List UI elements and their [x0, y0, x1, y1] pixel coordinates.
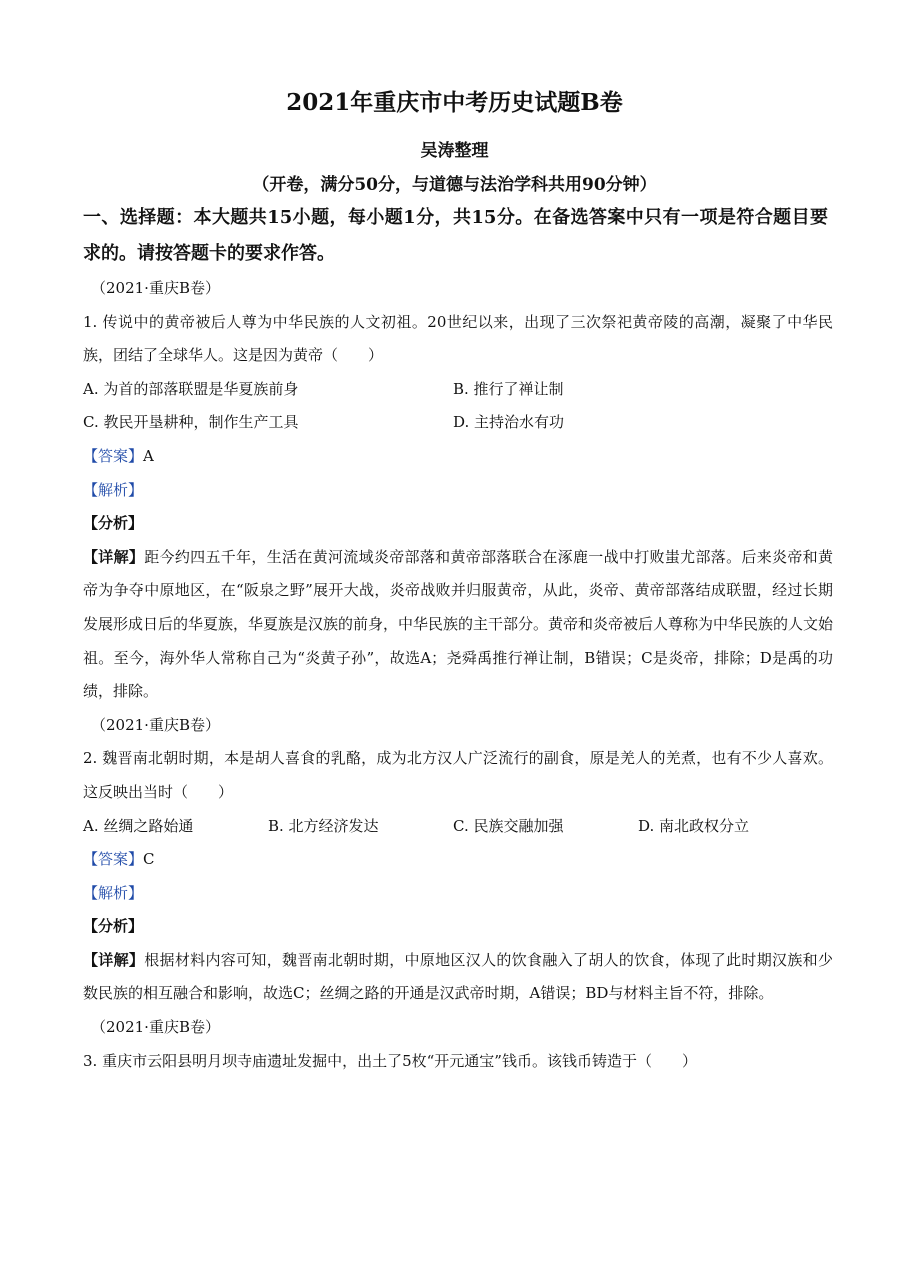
- analysis-line: [83, 507, 833, 541]
- analysis-line: [83, 910, 833, 944]
- option-d: D. 主持治水有功: [453, 413, 565, 432]
- question-source: （2021·重庆B卷）: [91, 715, 220, 734]
- option-c: C. 教民开垦耕种，制作生产工具: [83, 413, 299, 432]
- exam-note: （开卷，满分50分，与道德与法治学科共用90分钟）: [252, 175, 657, 195]
- option-row: [83, 810, 833, 844]
- detail-label: 【详解】: [83, 547, 145, 566]
- answer-value: A: [143, 446, 154, 465]
- detail-paragraph: [83, 944, 833, 1011]
- answer-line: [83, 843, 833, 877]
- document-body: [83, 272, 833, 1078]
- answer-label: 【答案】: [83, 850, 144, 869]
- author-line: 吴涛整理: [420, 141, 489, 161]
- detail-text: 距今约四五千年，生活在黄河流域炎帝部落和黄帝部落联合在涿鹿一战中打败蚩尤部落。后来炎帝和黄帝为争夺中原地区，在“阪泉之野”展开大战，炎帝战败并归服黄帝，从此，炎帝、黄帝部落结成联盟，经过长期发展形成日后的华夏族，华夏族是汉族的前身，中华民族的主干部分。黄帝和炎帝被后人尊称为中华民族的人文始祖。至今，海外华人常称自己为“炎黄子孙”，故选A；尧舜禹推行禅让制，B错误；C是炎帝，排除；D是禹的功绩，排除。: [83, 547, 834, 701]
- option-a: A. 丝绸之路始通: [83, 816, 194, 835]
- question-source: （2021·重庆B卷）: [91, 1018, 220, 1037]
- option-a: A. 为首的部落联盟是华夏族前身: [83, 379, 299, 398]
- question-stem: 2. 魏晋南北朝时期，本是胡人喜食的乳酪，成为北方汉人广泛流行的副食，原是羌人的羌煮，也有不少人喜欢。这反映出当时（ ）: [83, 749, 833, 801]
- explanation-line: [83, 474, 833, 508]
- section-heading: 一、选择题：本大题共15小题，每小题1分，共15分。在备选答案中只有一项是符合题目要求的。请按答题卡的要求作答。: [83, 207, 828, 264]
- analysis-label: 【分析】: [83, 514, 144, 533]
- option-c: C. 民族交融加强: [453, 816, 564, 835]
- answer-value: C: [143, 850, 155, 869]
- option-row: [83, 373, 833, 407]
- question-stem: 3. 重庆市云阳县明月坝寺庙遗址发掘中，出土了5枚“开元通宝”钱币。该钱币铸造于（ ）: [83, 1051, 697, 1070]
- question-source: （2021·重庆B卷）: [91, 279, 220, 297]
- detail-text: 根据材料内容可知，魏晋南北朝时期，中原地区汉人的饮食融入了胡人的饮食，体现了此时期汉族和少数民族的相互融合和影响，故选C；丝绸之路的开通是汉武帝时期，A错误；BD与材料主旨不符，排除。: [83, 950, 833, 1003]
- option-b: B. 推行了禅让制: [453, 379, 564, 398]
- analysis-label: 【分析】: [83, 917, 144, 936]
- explanation-line: [83, 877, 833, 911]
- explanation-label: 【解析】: [83, 883, 144, 902]
- question-stem: 1. 传说中的黄帝被后人尊为中华民族的人文初祖。20世纪以来，出现了三次祭祀黄帝陵的高潮，凝聚了中华民族，团结了全球华人。这是因为黄帝（ ）: [83, 312, 833, 365]
- detail-label: 【详解】: [83, 950, 145, 969]
- option-b: B. 北方经济发达: [268, 816, 379, 835]
- option-row: [83, 406, 833, 440]
- answer-label: 【答案】: [83, 446, 144, 465]
- detail-paragraph: [83, 541, 833, 709]
- explanation-label: 【解析】: [83, 480, 144, 499]
- option-d: D. 南北政权分立: [638, 816, 750, 835]
- answer-line: [83, 440, 833, 474]
- document-title: 2021年重庆市中考历史试题B卷: [286, 89, 623, 116]
